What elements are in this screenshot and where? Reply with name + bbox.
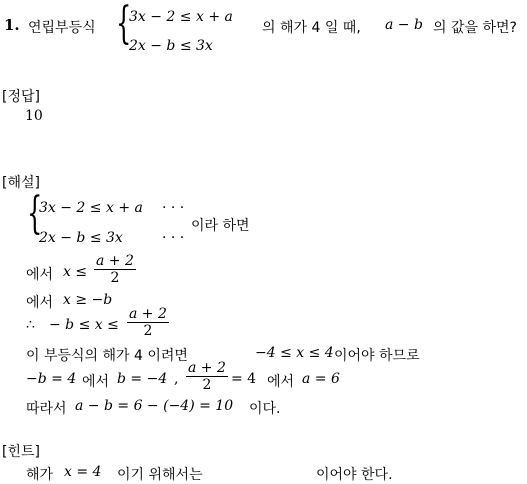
line2-expr: x ≥ −b — [63, 292, 113, 308]
fraction-denominator: 2 — [143, 323, 153, 339]
solution-brace: { — [27, 188, 43, 239]
answer-value: 10 — [25, 108, 43, 124]
hint-expr: x = 4 — [64, 464, 102, 480]
fraction-a-plus-2-over-2 — [94, 253, 136, 286]
hint-pre: 해가 — [26, 467, 54, 483]
line5-f: 에서 — [267, 374, 295, 390]
fraction-numerator: a + 2 — [129, 306, 167, 322]
line2-pre: 에서 — [26, 295, 54, 311]
problem-number: 1. — [4, 16, 20, 34]
solution-eq1: 3x − 2 ≤ x + a — [39, 200, 143, 216]
line6-expr: a − b = 6 − (−4) = 10 — [75, 398, 234, 414]
line5-g: a = 6 — [302, 371, 340, 387]
line6-post: 이다. — [249, 401, 281, 417]
problem-intro: 연립부등식 — [28, 20, 96, 36]
solution-let: 이라 하면 — [191, 218, 250, 234]
line4-post: 이어야 하므로 — [334, 348, 420, 364]
line1-expr: x ≤ — [63, 264, 88, 280]
solution-label: [해설] — [2, 175, 40, 191]
fraction-numerator: a + 2 — [96, 253, 134, 269]
problem-ask-expr: a − b — [385, 17, 423, 33]
fraction-numerator: a + 2 — [188, 360, 226, 376]
line4-pre: 이 부등식의 해가 4 이려면 — [26, 348, 188, 364]
line1-pre: 에서 — [26, 267, 54, 283]
solution-dots2: · · · — [162, 230, 185, 246]
fraction-a-plus-2-over-2 — [127, 306, 169, 339]
line4-expr: −4 ≤ x ≤ 4 — [255, 345, 334, 361]
hint-label: [힌트] — [2, 444, 40, 460]
line5-c: b = −4 — [117, 371, 168, 387]
system-brace: { — [116, 0, 132, 49]
problem-eq1: 3x − 2 ≤ x + a — [129, 9, 233, 25]
line5-a: −b = 4 — [26, 371, 77, 387]
line5-e: = 4 — [231, 371, 257, 387]
solution-dots1: · · · — [162, 200, 185, 216]
solution-eq2: 2x − b ≤ 3x — [39, 230, 123, 246]
line5-comma: , — [174, 371, 179, 387]
line3-expr: − b ≤ x ≤ — [49, 317, 119, 333]
answer-label: [정답] — [2, 89, 40, 105]
problem-ask: 의 값을 하면? — [433, 20, 517, 36]
fraction-a-plus-2-over-2 — [186, 360, 228, 393]
line5-b: 에서 — [82, 374, 110, 390]
line6-pre: 따라서 — [26, 401, 67, 417]
fraction-denominator: 2 — [110, 270, 120, 286]
fraction-denominator: 2 — [202, 377, 212, 393]
problem-eq2: 2x − b ≤ 3x — [129, 38, 213, 54]
problem-condition: 의 해가 4 일 때, — [262, 20, 361, 36]
hint-post: 이어야 한다. — [316, 467, 393, 483]
therefore-symbol: ∴ — [26, 317, 35, 333]
hint-mid: 이기 위해서는 — [117, 467, 203, 483]
